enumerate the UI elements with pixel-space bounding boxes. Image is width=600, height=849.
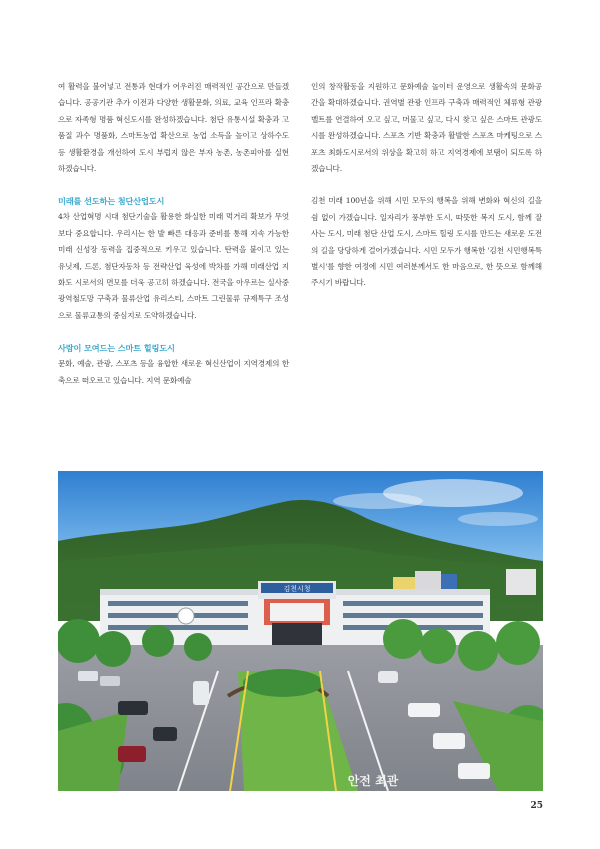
page-number: 25 <box>530 801 543 811</box>
intro-paragraph: 여 활력을 불어넣고 전통과 현대가 어우러진 매력적인 공간으로 만들겠습니다. 공공기관 추가 이전과 다양한 생활문화, 의료, 교육 인프라 확충으로 자족형 명품 혁신도시를 완성하겠습니다. 첨단 유통시설 확충과 고품질 과수 명품화, 스마트농업 확산으로 농업 소득을 높이고 상하수도 등 생활환경을 개선하여 도시 부럽지 않은 부자 농촌, 농촌피아를 실현하겠습니다. <box>58 82 289 174</box>
left-column <box>58 79 289 389</box>
right-paragraph-1: 인의 창작활동을 지원하고 문화예술 놀이터 운영으로 생활속의 문화공간을 확대하겠습니다. 권역별 관광 인프라 구축과 매력적인 체류형 관광벨트를 연결하여 오고 싶고, 머물고 싶고, 다시 찾고 싶은 스마트 관광도시를 완성하겠습니다. 스포츠 기반 확충과 활발한 스포츠 마케팅으로 스포츠 최화도시로서의 위상을 확고히 하고 지역경제에 보탬이 되도록 하겠습니다. <box>311 82 542 174</box>
section-paragraph-advanced-industry: 4차 산업혁명 시대 첨단기술을 활용한 화실한 미래 먹거리 확보가 무엇보다 중요합니다. 우리시는 한 발 빠른 대응과 준비를 통해 지속 가능한 미래 신성장 동력을 집중적으로 키우고 있습니다. 탄력을 붙이고 있는 유닛제, 드론, 첨단자동차 등 전략산업 육성에 박차를 가해 미래산업 지화도 시로서의 면모를 더욱 공고히 하겠습니다. 전국을 아우르는 실사중 광역철도망 구축과 물류산업 유리스티, 스마트 그린물류 규제특구 조성으로 물류교통의 중심지로 도약하겠습니다. <box>58 212 289 320</box>
city-hall-aerial-photo <box>58 471 543 791</box>
section-heading-advanced-industry: 미래를 선도하는 첨단산업도시 <box>58 196 165 207</box>
right-column <box>311 79 542 292</box>
building-sign: 김천시청 <box>283 585 311 593</box>
road-marking-text: 안전 최관 <box>347 774 399 788</box>
right-paragraph-2: 김천 미래 100년을 위해 시민 모두의 행복을 위해 변화와 혁신의 길을 쉼 없이 가겠습니다. 일자리가 풍부한 도시, 따뜻한 복지 도시, 함께 잘 사는 도시, 미래 첨단 산업 도시, 스마트 힐링 도시를 만드는 새로운 도전의 길을 당당하게 걸어가겠습니다. 시민 모두가 행복한 '김천 시민행복특별시'를 향한 여정에 시민 여러분께서도 한 마음으로, 한 뜻으로 함께해 주시기 바랍니다. <box>311 196 542 288</box>
section-heading-smart-healing: 사람이 모여드는 스마트 힐링도시 <box>58 343 175 354</box>
section-paragraph-smart-healing: 문화, 예술, 관광, 스포츠 등을 융합한 새로운 혁신산업이 지역경제의 한 축으로 떠오르고 있습니다. 지역 문화예술 <box>58 359 289 385</box>
